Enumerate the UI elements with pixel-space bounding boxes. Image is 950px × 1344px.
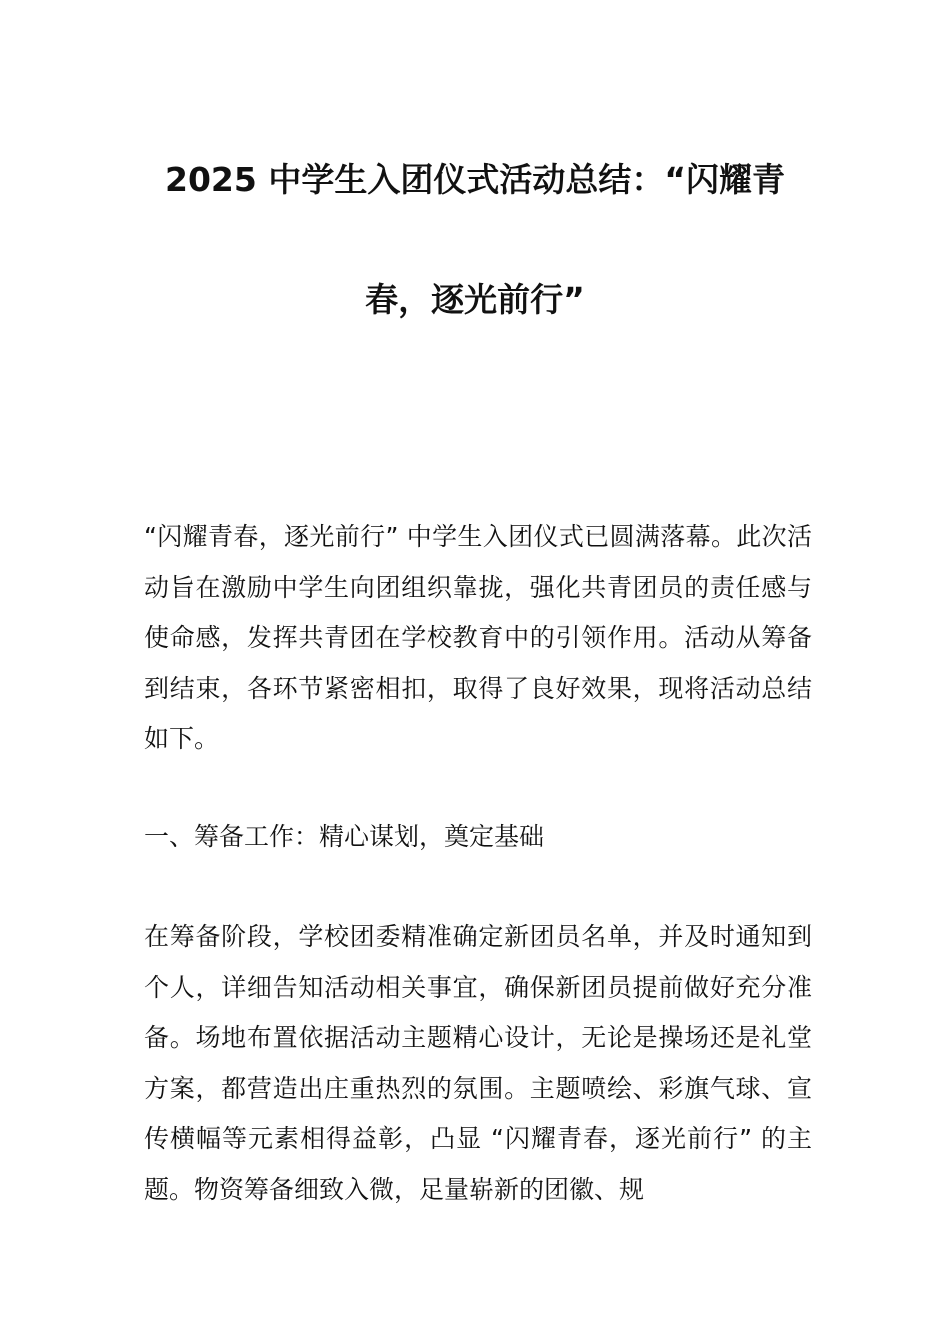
section-heading-preparation: 一、筹备工作：精心谋划，奠定基础 [144,822,545,851]
document-title-line-1: 2025 中学生入团仪式活动总结：“闪耀青 [164,160,786,199]
preparation-paragraph: 在筹备阶段，学校团委精准确定新团员名单，并及时通知到个人，详细告知活动相关事宜，确保新团员提前做好充分准备。场地布置依据活动主题精心设计，无论是操场还是礼堂方案，都营造出庄重热烈的氛围。主题喷绘、彩旗气球、宣传横幅等元素相得益彰，凸显 “闪耀青春，逐光前行” 的主题。物资筹备细致入微，足量崭新的团徽、规 [144,922,812,1204]
intro-paragraph: “闪耀青春，逐光前行” 中学生入团仪式已圆满落幕。此次活动旨在激励中学生向团组织靠拢，强化共青团员的责任感与使命感，发挥共青团在学校教育中的引领作用。活动从筹备到结束，各环节紧密相扣，取得了良好效果，现将活动总结如下。 [144,522,812,753]
document-title-line-2: 春，逐光前行” [365,280,585,319]
